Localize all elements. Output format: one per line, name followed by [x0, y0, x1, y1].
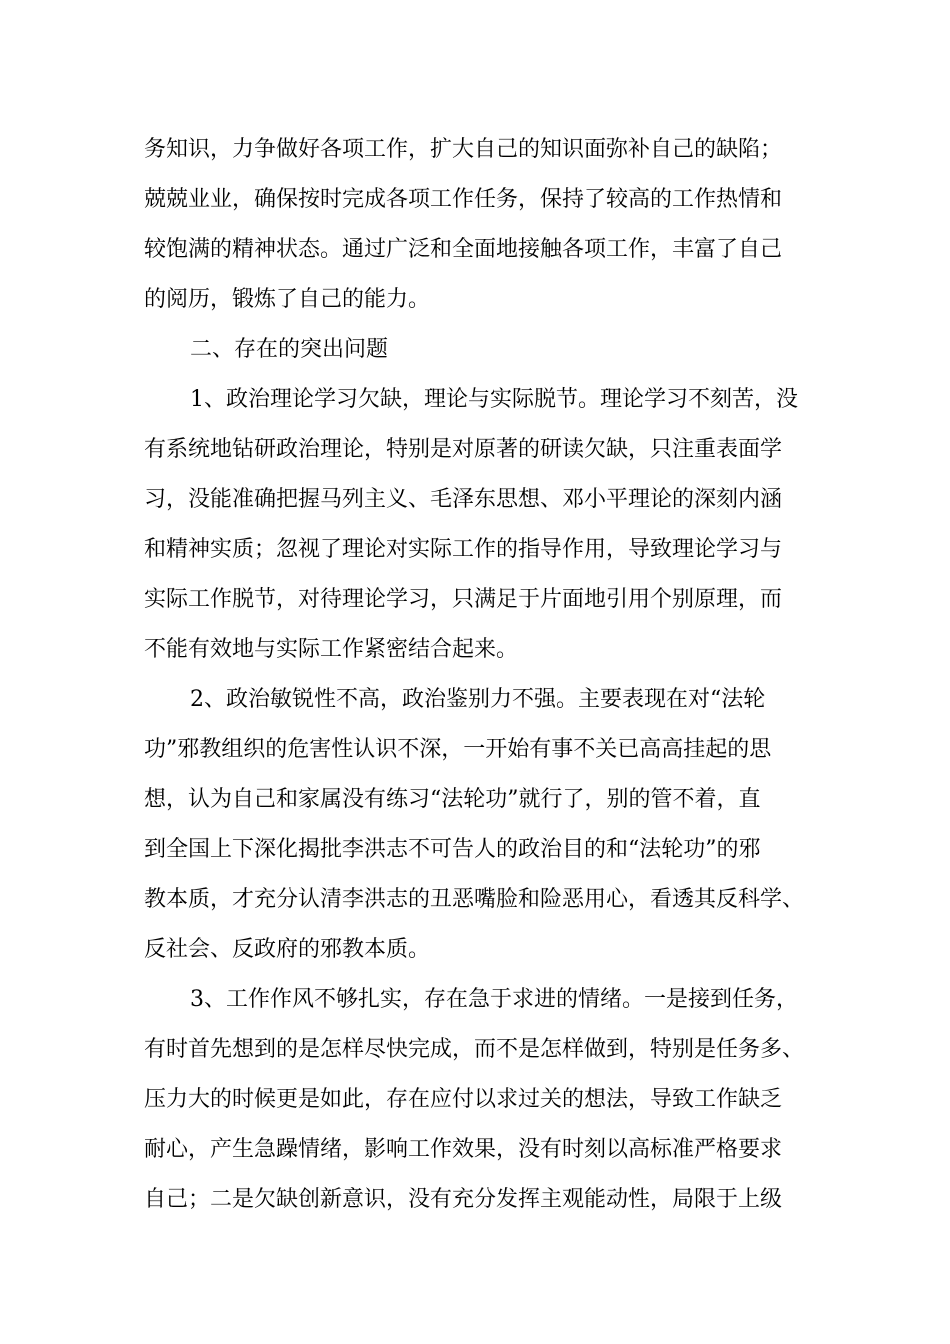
text-line: 反社会、反政府的邪教本质。	[144, 937, 431, 962]
text-line: 务知识，力争做好各项工作，扩大自己的知识面弥补自己的缺陷；	[144, 137, 783, 162]
text-line: 压力大的时候更是如此，存在应付以求过关的想法，导致工作缺乏	[144, 1087, 783, 1112]
text-line: 功”邪教组织的危害性认识不深，一开始有事不关已高高挂起的思	[144, 737, 772, 762]
section-heading: 二、存在的突出问题	[190, 337, 389, 362]
text-line: 有时首先想到的是怎样尽快完成，而不是怎样做到，特别是任务多、	[144, 1037, 805, 1062]
text-line: 习，没能准确把握马列主义、毛泽东思想、邓小平理论的深刻内涵	[144, 487, 783, 512]
text-line: 教本质，才充分认清李洪志的丑恶嘴脸和险恶用心，看透其反科学、	[144, 887, 805, 912]
text-line: 和精神实质；忽视了理论对实际工作的指导作用，导致理论学习与	[144, 537, 783, 562]
text-line: 耐心，产生急躁情绪，影响工作效果，没有时刻以高标准严格要求	[144, 1137, 783, 1162]
text-line: 2、政治敏锐性不高，政治鉴别力不强。主要表现在对“法轮	[190, 687, 766, 712]
text-line: 想，认为自己和家属没有练习“法轮功”就行了，别的管不着，直	[144, 787, 761, 812]
text-line: 3、工作作风不够扎实，存在急于求进的情绪。一是接到任务，	[190, 987, 798, 1012]
text-line: 较饱满的精神状态。通过广泛和全面地接触各项工作，丰富了自己	[144, 237, 783, 262]
text-line: 的阅历，锻炼了自己的能力。	[144, 287, 431, 312]
text-line: 兢兢业业，确保按时完成各项工作任务，保持了较高的工作热情和	[144, 187, 783, 212]
text-line: 1、政治理论学习欠缺，理论与实际脱节。理论学习不刻苦，没	[190, 387, 798, 412]
text-line: 不能有效地与实际工作紧密结合起来。	[144, 637, 519, 662]
text-line: 到全国上下深化揭批李洪志不可告人的政治目的和“法轮功”的邪	[144, 837, 761, 862]
text-line: 有系统地钻研政治理论，特别是对原著的研读欠缺，只注重表面学	[144, 437, 783, 462]
text-line: 自己；二是欠缺创新意识，没有充分发挥主观能动性，局限于上级	[144, 1187, 783, 1212]
text-line: 实际工作脱节，对待理论学习，只满足于片面地引用个别原理，而	[144, 587, 783, 612]
